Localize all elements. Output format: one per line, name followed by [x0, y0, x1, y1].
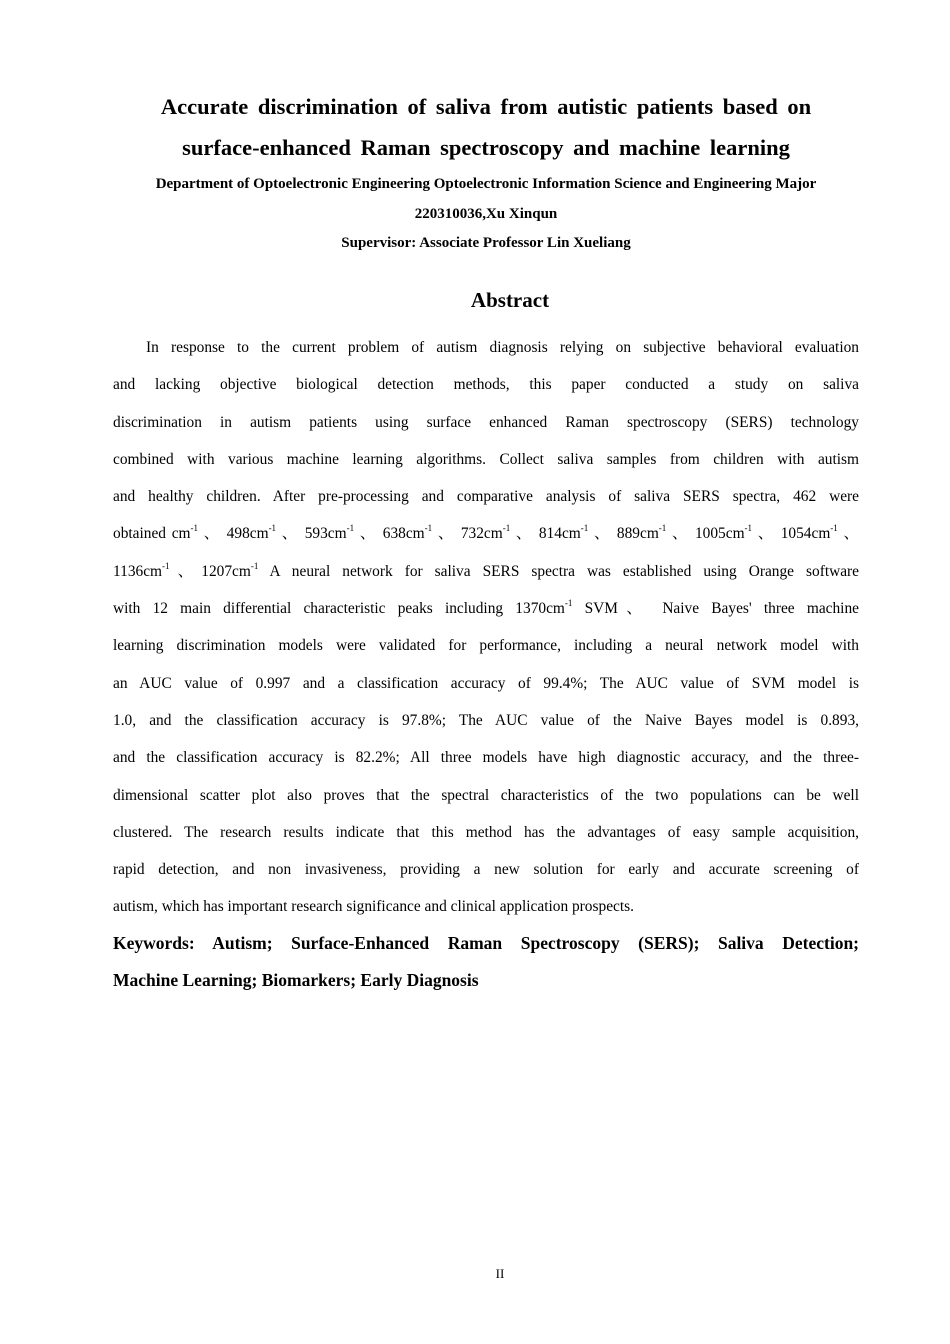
unit-superscript: -1	[268, 523, 277, 534]
abstract-line: 1.0, and the classification accuracy is 97.8%; The AUC value of the Naive Bayes model is 0.893,	[113, 711, 859, 729]
unit-superscript: -1	[580, 523, 589, 534]
keywords-block	[113, 925, 859, 999]
unit-superscript: -1	[744, 523, 753, 534]
page-number: II	[495, 1266, 505, 1281]
abstract-line: rapid detection, and non invasiveness, providing a new solution for early and accurate screening of	[113, 861, 859, 879]
abstract-body	[113, 329, 859, 926]
separator: 、	[281, 525, 300, 543]
unit-superscript: -1	[190, 523, 199, 534]
abstract-line: In response to the current problem of autism diagnosis relying on subjective behavioral evaluation	[146, 339, 859, 356]
abstract-line-8	[113, 590, 859, 627]
abstract-line: and healthy children. After pre-processing and comparative analysis of saliva SERS spectra, 462 were	[113, 488, 859, 506]
unit-superscript: -1	[250, 560, 259, 571]
abstract-line: and the classification accuracy is 82.2%; All three models have high diagnostic accuracy, and the three-	[113, 749, 859, 767]
separator: 、	[169, 562, 202, 580]
department-line: Department of Optoelectronic Engineering Optoelectronic Information Science and Engineering Major	[155, 176, 817, 192]
peak-value: 732cm	[460, 525, 503, 543]
peak-value: 498cm	[226, 525, 269, 543]
separator: 、	[359, 525, 378, 543]
separator: 、	[437, 525, 456, 543]
unit-superscript: -1	[502, 523, 511, 534]
separator: 、	[672, 525, 690, 543]
abstract-line: learning discrimination models were validated for performance, including a neural network model with	[113, 637, 859, 655]
unit-superscript: -1	[658, 523, 667, 534]
peak-value: 889cm	[616, 525, 659, 543]
title-line-2: surface-enhanced Raman spectroscopy and machine learning	[182, 135, 790, 160]
abstract-line-peaks-2	[113, 553, 859, 590]
abstract-line: autism, which has important research significance and clinical application prospects.	[113, 898, 634, 916]
abstract-line: combined with various machine learning algorithms. Collect saliva samples from children with autism	[113, 450, 859, 468]
abstract-line: an AUC value of 0.997 and a classification accuracy of 99.4%; The AUC value of SVM model is	[113, 674, 859, 692]
separator: 、	[757, 525, 775, 543]
separator: 、	[593, 525, 612, 543]
abstract-line: dimensional scatter plot also proves that the spectral characteristics of the two populations can be well	[113, 786, 859, 804]
abstract-line-peaks	[113, 515, 859, 552]
unit-superscript: -1	[162, 560, 170, 571]
abstract-text: A neural network for saliva SERS spectra was established using Orange software	[269, 562, 859, 580]
keywords-line-2: Machine Learning; Biomarkers; Early Diagnosis	[113, 970, 479, 990]
abstract-text: SVM、 Naive Bayes' three machine	[584, 600, 859, 618]
supervisor-line: Supervisor: Associate Professor Lin Xueliang	[341, 235, 631, 251]
unit-superscript: -1	[424, 523, 433, 534]
abstract-heading: Abstract	[470, 288, 550, 312]
peak-value: cm	[171, 525, 191, 543]
title-line-1: Accurate discrimination of saliva from autistic patients based on	[160, 94, 812, 119]
keywords-line-1: Keywords: Autism; Surface-Enhanced Raman Spectroscopy (SERS); Saliva Detection;	[113, 933, 859, 953]
abstract-line: discrimination in autism patients using surface enhanced Raman spectroscopy (SERS) technology	[113, 413, 859, 431]
abstract-text: obtained	[113, 525, 166, 543]
separator: 、	[203, 525, 221, 543]
peak-value: 814cm	[538, 525, 581, 543]
peak-value: 1054cm	[780, 525, 831, 543]
abstract-text: with 12 main differential characteristic peaks including 1370cm	[113, 600, 565, 618]
unit-superscript: -1	[564, 598, 573, 609]
peak-value: 1005cm	[694, 525, 745, 543]
separator: 、	[515, 525, 534, 543]
paper-title	[113, 86, 859, 168]
peak-value: 638cm	[382, 525, 425, 543]
abstract-line: and lacking objective biological detection methods, this paper conducted a study on saliva	[113, 376, 859, 394]
student-line: 220310036,Xu Xinqun	[414, 206, 558, 222]
peak-value: 593cm	[304, 525, 347, 543]
peak-value: 1136cm	[113, 562, 163, 580]
peak-value: 1207cm	[201, 562, 251, 580]
abstract-line: clustered. The research results indicate that this method has the advantages of easy sample acquisition,	[113, 823, 859, 841]
separator: 、	[843, 525, 859, 543]
unit-superscript: -1	[830, 523, 838, 534]
unit-superscript: -1	[346, 523, 355, 534]
